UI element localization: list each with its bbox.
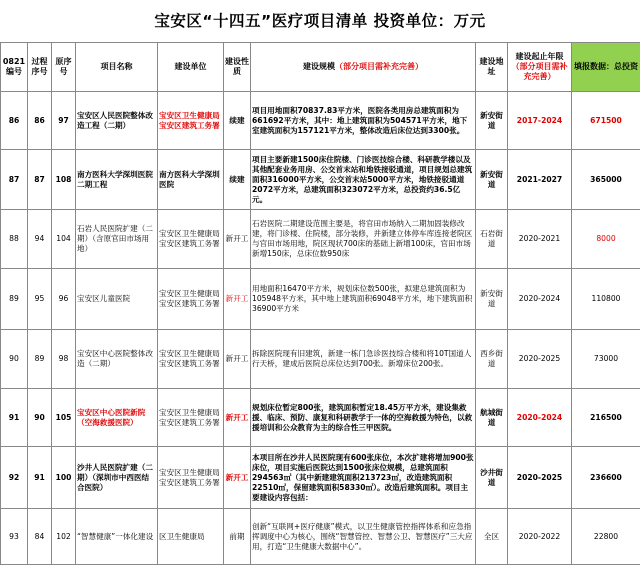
table-row	[1, 389, 640, 447]
cell-invest: 22800	[572, 509, 640, 565]
cell-nature: 新开工	[224, 210, 251, 269]
cell-invest: 216500	[572, 389, 640, 447]
cell-orig-no: 105	[52, 389, 76, 447]
cell-period: 2021-2027	[508, 150, 572, 210]
cell-period: 2017-2024	[508, 92, 572, 150]
cell-nature: 续建	[224, 150, 251, 210]
cell-location: 沙井街道	[476, 447, 508, 509]
table-row	[1, 210, 640, 269]
cell-scale: 石岩医院二期建设范围主要是，将官田市场纳入二期加固装修改建，将门诊楼、住院楼，部分装修，并新建立体停车库连接老院区与官田市场用地，院区现状700床的基础上新增100床，官田市场新增150床，总床位数950床	[251, 210, 476, 269]
cell-scale: 项目用地面积70837.83平方米，医院各类用房总建筑面积为661692平方米，其中：地上建筑面积为504571平方米，地下室建筑面积为157121平方米，整体改造后床位达到3300张。	[251, 92, 476, 150]
header-period	[508, 43, 572, 92]
cell-period: 2020-2022	[508, 509, 572, 565]
header-scale-main: 建设规模	[303, 62, 335, 71]
header-row	[1, 43, 640, 92]
cell-name: 宝安区中心医院整体改造（二期）	[76, 330, 158, 389]
table-row	[1, 269, 640, 330]
cell-nature: 前期	[224, 509, 251, 565]
cell-location: 石岩街道	[476, 210, 508, 269]
cell-orig-no: 97	[52, 92, 76, 150]
cell-nature: 新开工	[224, 447, 251, 509]
cell-builder: 宝安区卫生健康局宝安区建筑工务署	[158, 92, 224, 150]
header-period-main: 建设起止年限	[516, 52, 564, 61]
cell-orig-no: 108	[52, 150, 76, 210]
cell-nature: 新开工	[224, 269, 251, 330]
table-row	[1, 447, 640, 509]
cell-location: 全区	[476, 509, 508, 565]
cell-process-no: 89	[28, 330, 52, 389]
cell-code: 91	[1, 389, 28, 447]
table-row	[1, 92, 640, 150]
table-row	[1, 330, 640, 389]
cell-scale: 用地面积16470平方米，规划床位数500张，拟建总建筑面积为105948平方米，其中地上建筑面积69048平方米，地下建筑面积36900平方米	[251, 269, 476, 330]
cell-name: 石岩人民医院扩建（二期）（含原官田市场用地）	[76, 210, 158, 269]
cell-orig-no: 102	[52, 509, 76, 565]
cell-builder: 南方医科大学深圳医院	[158, 150, 224, 210]
cell-name: 宝安区儿童医院	[76, 269, 158, 330]
cell-process-no: 95	[28, 269, 52, 330]
cell-period: 2020-2025	[508, 447, 572, 509]
cell-period: 2020-2024	[508, 389, 572, 447]
cell-code: 87	[1, 150, 28, 210]
header-invest: 填报数据：总投资	[572, 43, 640, 92]
cell-invest: 671500	[572, 92, 640, 150]
cell-name: “智慧健康”一体化建设	[76, 509, 158, 565]
cell-scale: 规划床位暂定800张，建筑面积暂定18.45万平方米，建设集救援、临床、预防、康复和科研教学于一体的空海救援为特色，以救援培训和公众教育为主的综合性三甲医院。	[251, 389, 476, 447]
header-orig-no: 原序号	[52, 43, 76, 92]
cell-invest: 8000	[572, 210, 640, 269]
table-row	[1, 150, 640, 210]
header-builder: 建设单位	[158, 43, 224, 92]
cell-scale: 项目主要新建1500床住院楼、门诊医技综合楼、科研教学楼以及其他配套业务用房、公交首末站和地铁接驳通道，项目规划总建筑面积316000平方米，公交首末站5000平方米，地铁接驳通道2072平方米，总建筑面积323072平方米，总投资约36.5亿元。	[251, 150, 476, 210]
cell-invest: 365000	[572, 150, 640, 210]
cell-name: 南方医科大学深圳医院二期工程	[76, 150, 158, 210]
cell-process-no: 86	[28, 92, 52, 150]
cell-process-no: 87	[28, 150, 52, 210]
cell-name: 宝安区中心医院新院（空海救援医院）	[76, 389, 158, 447]
cell-location: 西乡街道	[476, 330, 508, 389]
cell-invest: 110800	[572, 269, 640, 330]
cell-builder: 宝安区卫生健康局宝安区建筑工务署	[158, 330, 224, 389]
cell-name: 沙井人民医院扩建（二期）（深圳市中西医结合医院）	[76, 447, 158, 509]
cell-invest: 73000	[572, 330, 640, 389]
cell-scale: 本项目所在沙井人民医院现有600张床位，本次扩建将增加900张床位，项目实施后医院达到1500张床位规模，总建筑面积294563㎡（其中新建建筑面积213723㎡，改造建筑面积22510㎡，保留建筑面积58330㎡）。改造后建筑面积。项目主要建设内容包括：	[251, 447, 476, 509]
cell-process-no: 94	[28, 210, 52, 269]
cell-nature: 续建	[224, 92, 251, 150]
cell-scale: 创新“互联网+医疗健康”模式，以卫生健康管控指挥体系和应急指挥调度中心为核心，围绕“智慧管控、智慧公卫、智慧医疗”三大应用，打造“卫生健康大数据中心”。	[251, 509, 476, 565]
cell-builder: 区卫生健康局	[158, 509, 224, 565]
cell-period: 2020-2024	[508, 269, 572, 330]
cell-builder: 宝安区卫生健康局宝安区建筑工务署	[158, 269, 224, 330]
cell-name: 宝安区人民医院整体改造工程（二期）	[76, 92, 158, 150]
cell-scale: 拆除医院现有旧建筑，新建一栋门急诊医技综合楼和将10T国道人行天桥，建成后医院总床位达到700张。新增床位200张。	[251, 330, 476, 389]
cell-code: 88	[1, 210, 28, 269]
cell-code: 92	[1, 447, 28, 509]
page-title: 宝安区“十四五”医疗项目清单 投资单位：万元	[0, 0, 640, 42]
cell-location: 新安街道	[476, 150, 508, 210]
cell-process-no: 84	[28, 509, 52, 565]
cell-orig-no: 100	[52, 447, 76, 509]
header-scale-note: （部分项目需补充完善）	[335, 62, 423, 71]
cell-builder: 宝安区卫生健康局宝安区建筑工务署	[158, 210, 224, 269]
cell-orig-no: 104	[52, 210, 76, 269]
cell-period: 2020-2025	[508, 330, 572, 389]
cell-code: 86	[1, 92, 28, 150]
cell-orig-no: 98	[52, 330, 76, 389]
cell-location: 新安街道	[476, 92, 508, 150]
cell-process-no: 90	[28, 389, 52, 447]
header-process-no: 过程序号	[28, 43, 52, 92]
cell-orig-no: 96	[52, 269, 76, 330]
cell-code: 89	[1, 269, 28, 330]
header-location: 建设地址	[476, 43, 508, 92]
header-code: 0821编号	[1, 43, 28, 92]
cell-location: 新安街道	[476, 269, 508, 330]
cell-builder: 宝安区卫生健康局宝安区建筑工务署	[158, 447, 224, 509]
cell-builder: 宝安区卫生健康局宝安区建筑工务署	[158, 389, 224, 447]
header-period-note: （部分项目需补充完善）	[512, 62, 568, 81]
cell-location: 航城街道	[476, 389, 508, 447]
table-row	[1, 509, 640, 565]
cell-code: 90	[1, 330, 28, 389]
project-table	[0, 42, 640, 565]
cell-code: 93	[1, 509, 28, 565]
header-scale	[251, 43, 476, 92]
header-name: 项目名称	[76, 43, 158, 92]
cell-nature: 新开工	[224, 330, 251, 389]
header-nature: 建设性质	[224, 43, 251, 92]
cell-process-no: 91	[28, 447, 52, 509]
cell-invest: 236600	[572, 447, 640, 509]
cell-period: 2020-2021	[508, 210, 572, 269]
cell-nature: 新开工	[224, 389, 251, 447]
